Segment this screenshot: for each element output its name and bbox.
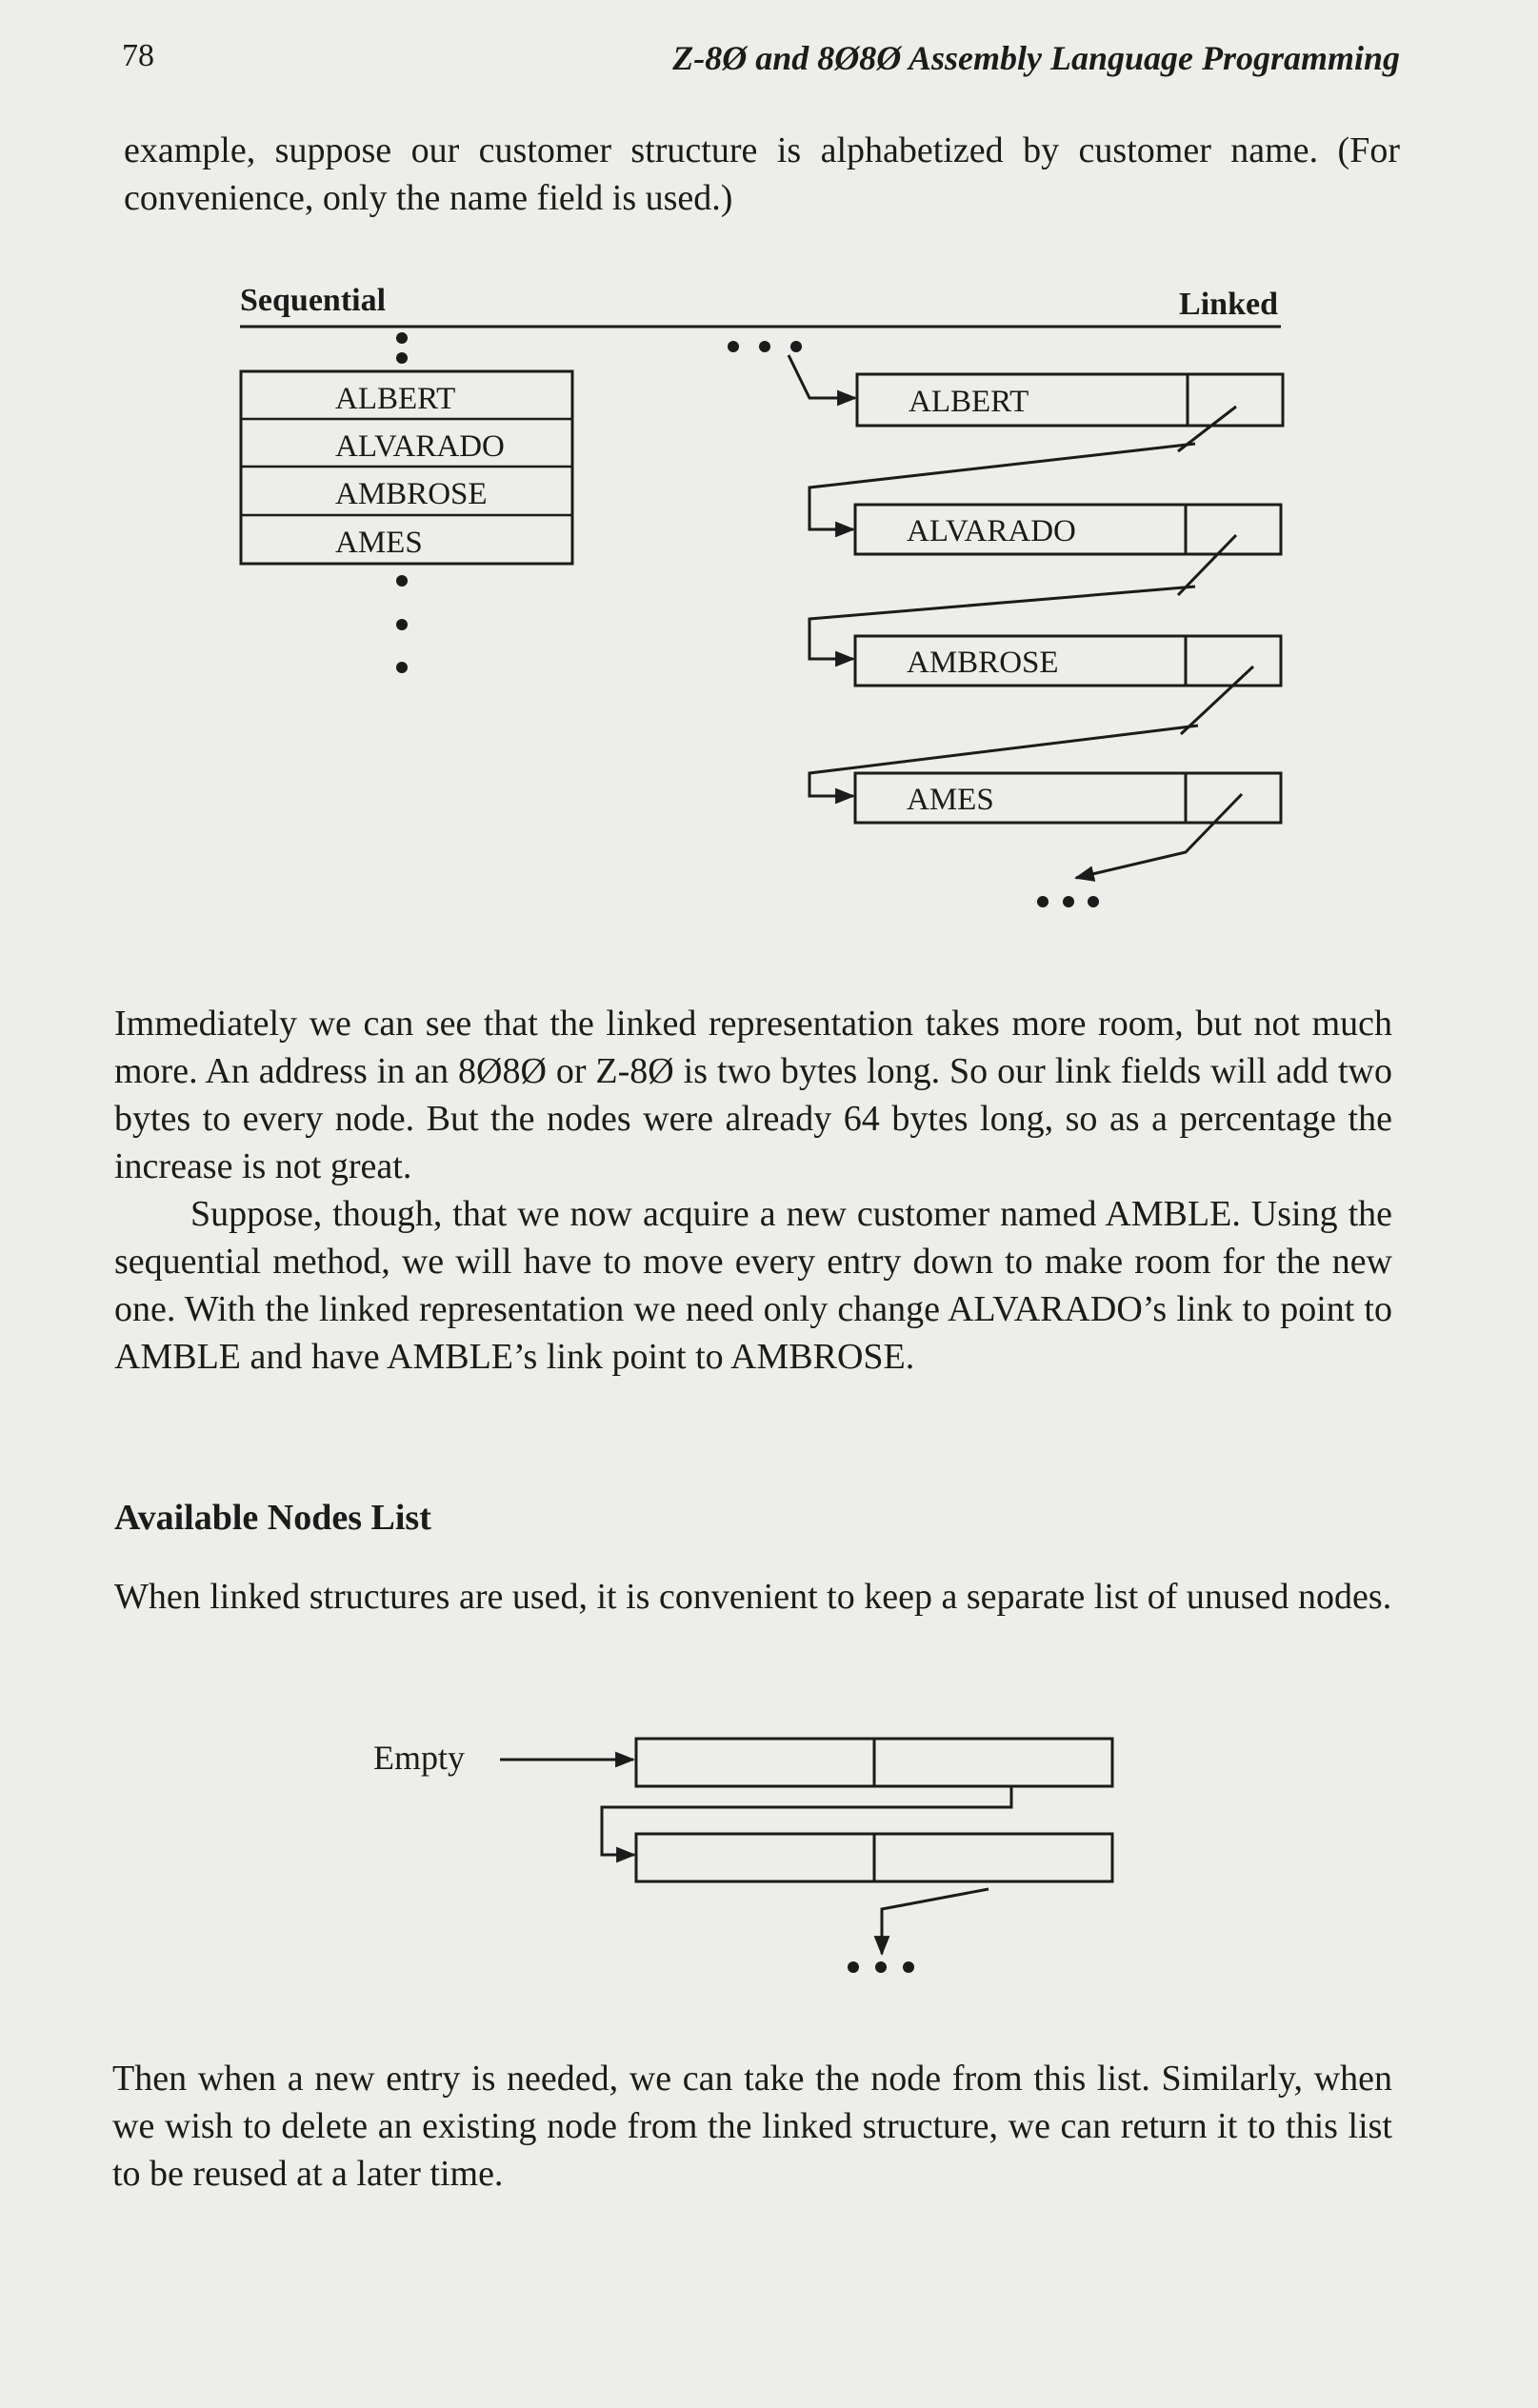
page-number: 78 [122,38,154,73]
ellipsis-dot [1063,896,1074,907]
free-link-arrow [882,1889,989,1954]
body-paragraph-text: Suppose, though, that we now acquire a new customer named AMBLE. Using the sequential method, we will have to move every entry down to make room for the new one. With the linked representation we need only change ALVARADO’s link to point to AMBLE and have AMBLE’s link point to AMBROSE. [114,1194,1392,1377]
head-pointer-arrow [789,355,855,398]
linked-column [728,341,1283,907]
ellipsis-dot [396,619,408,630]
body-paragraph: Immediately we can see that the linked representation takes more room, but not much more. An address in an 8Ø8Ø or Z-8Ø is two bytes long. So our link fields will add two bytes to every node. But the nodes were already 64 bytes long, so as a percentage the increase is not great. [114,1004,1392,1186]
link-pointer [1181,667,1253,734]
sequential-column [241,332,572,673]
ellipsis-dot [848,1961,859,1973]
free-link-arrow [602,1786,1011,1855]
sequential-cell: AMBROSE [335,477,488,511]
intro-paragraph: example, suppose our customer structure is alphabetized by customer name. (For convenience, only the name field is used.) [124,130,1400,218]
available-nodes-figure [373,1739,1112,1973]
section-heading: Available Nodes List [114,1498,431,1538]
ellipsis-dot [790,341,802,352]
ellipsis-dot [1088,896,1099,907]
linked-node-name: ALBERT [909,385,1029,419]
body-paragraph: Then when a new entry is needed, we can take the node from this list. Similarly, when we wish to delete an existing node from the linked structure, we can return it to this list to be reused at a later time. [112,2059,1392,2194]
ellipsis-dot [1037,896,1049,907]
ellipsis-dot [396,662,408,673]
link-arrow [1076,794,1242,878]
sequential-label: Sequential [240,283,387,318]
ellipsis-dot [903,1961,914,1973]
empty-label: Empty [373,1739,465,1777]
linked-node-name: ALVARADO [907,514,1076,548]
linked-label: Linked [1179,287,1278,322]
sequential-cell: ALVARADO [335,429,505,464]
sequential-cell: ALBERT [335,382,456,416]
ellipsis-dot [875,1961,887,1973]
linked-node-name: AMBROSE [907,646,1059,680]
body-paragraph [114,1190,1392,1381]
ellipsis-dot [396,352,408,364]
ellipsis-dot [396,332,408,344]
link-arrow [809,726,1198,796]
running-head: Z-8Ø and 8Ø8Ø Assembly Language Programming [672,39,1400,77]
ellipsis-dot [759,341,770,352]
sequential-cell: AMES [335,526,423,560]
ellipsis-dot [396,575,408,587]
body-paragraph: When linked structures are used, it is convenient to keep a separate list of unused nodes. [114,1577,1392,1617]
linked-node-name: AMES [907,783,994,817]
ellipsis-dot [728,341,739,352]
